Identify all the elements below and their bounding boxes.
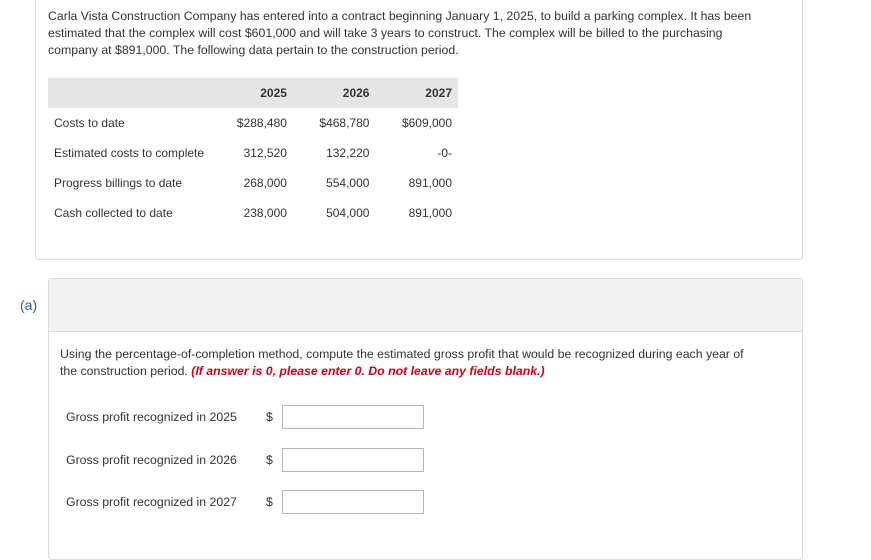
intro-line-1: Carla Vista Construction Company has entered into a contract beginning January 1, 2025, to build a parking complex. It has been: [48, 9, 752, 23]
dollar-sign: $: [266, 495, 273, 509]
answer-row-2026: [66, 448, 446, 474]
table-cell: 312,520: [243, 146, 287, 160]
problem-statement: [48, 8, 788, 59]
dollar-sign: $: [266, 453, 273, 467]
header-2027: 2027: [425, 86, 452, 100]
table-cell: 132,220: [326, 146, 370, 160]
table-cell: 891,000: [408, 206, 452, 220]
table-cell: 268,000: [243, 176, 287, 190]
table-row: [48, 138, 458, 168]
header-2026: 2026: [342, 86, 370, 100]
problem-card: [35, 0, 803, 260]
part-a-card: [48, 278, 803, 560]
row-label-cash-collected: Cash collected to date: [54, 206, 173, 220]
gross-profit-2027-input[interactable]: [282, 490, 424, 514]
header-2025: 2025: [260, 86, 287, 100]
answer-label-2027: Gross profit recognized in 2027: [66, 495, 237, 509]
construction-data-table: [48, 78, 458, 228]
gross-profit-2026-input[interactable]: [282, 448, 424, 472]
table-cell: 504,000: [326, 206, 370, 220]
answer-label-2025: Gross profit recognized in 2025: [66, 410, 237, 424]
instruction-warning: (If answer is 0, please enter 0. Do not leave any fields blank.): [191, 364, 545, 378]
instruction-line-2: the construction period.: [60, 364, 188, 378]
answer-label-2026: Gross profit recognized in 2026: [66, 453, 237, 467]
header-blank: [48, 78, 210, 108]
part-a-label: (a): [20, 297, 38, 313]
table-row: [48, 108, 458, 138]
table-header-row: [48, 78, 458, 108]
part-a-instruction: [60, 346, 790, 380]
instruction-line-1: Using the percentage-of-completion method, compute the estimated gross profit that would be recognized during each year of: [60, 347, 744, 361]
row-label-progress-billings: Progress billings to date: [54, 176, 183, 190]
table-cell: $288,480: [236, 116, 287, 130]
table-cell: $468,780: [319, 116, 370, 130]
gross-profit-2025-input[interactable]: [282, 405, 424, 429]
row-label-costs-to-date: Costs to date: [54, 116, 125, 130]
table-cell: 891,000: [408, 176, 452, 190]
intro-line-3: company at $891,000. The following data pertain to the construction period.: [48, 43, 459, 57]
part-a-header-bar: [49, 279, 802, 332]
table-cell: -0-: [437, 146, 452, 160]
intro-line-2: estimated that the complex will cost $601,000 and will take 3 years to construct. The complex will be billed to the purchasing: [48, 26, 723, 40]
dollar-sign: $: [266, 410, 273, 424]
table-cell: 554,000: [326, 176, 370, 190]
row-label-estimated-costs: Estimated costs to complete: [54, 146, 205, 160]
answer-row-2025: [66, 405, 446, 431]
table-row: [48, 168, 458, 198]
table-cell: $609,000: [401, 116, 452, 130]
table-row: [48, 198, 458, 228]
table-cell: 238,000: [243, 206, 287, 220]
answer-row-2027: [66, 490, 446, 516]
